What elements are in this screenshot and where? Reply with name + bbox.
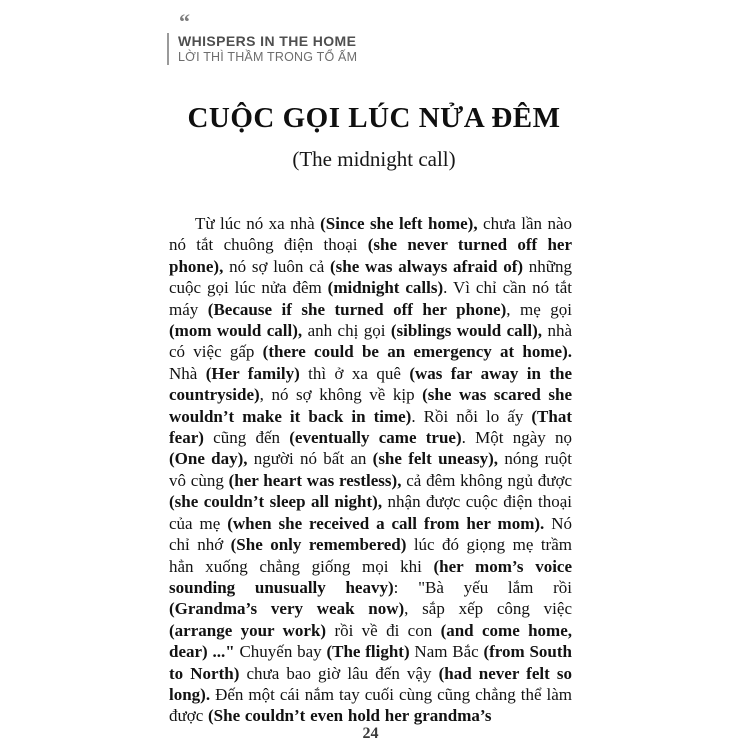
english-translation-segment: (Her family) xyxy=(205,363,300,383)
vietnamese-text-segment: anh chị gọi xyxy=(302,321,391,341)
running-header-row xyxy=(167,33,357,65)
vietnamese-text-segment: người nó bất an xyxy=(247,449,373,469)
vietnamese-text-segment: những cuộc gọi lúc nửa đêm xyxy=(169,256,572,298)
chapter-title-translation: (The midnight call) xyxy=(292,147,456,171)
vietnamese-text-segment: , mẹ gọi xyxy=(506,299,572,319)
vietnamese-text-segment: cả đêm không ngủ được xyxy=(401,470,572,490)
page-number: 24 xyxy=(362,725,379,742)
english-translation-segment: (midnight calls) xyxy=(327,278,444,298)
english-translation-segment: (when she received a call from her mom). xyxy=(227,513,545,533)
english-translation-segment: (Since she left home), xyxy=(320,214,478,233)
header-divider-bar xyxy=(167,33,169,65)
vietnamese-text-segment: , sắp xếp công việc xyxy=(404,599,572,619)
english-translation-segment: (and come home, dear) ..." xyxy=(169,620,572,662)
english-translation-segment: (had never felt so long). xyxy=(169,663,572,704)
english-translation-segment: (she never turned off her phone), xyxy=(169,235,572,276)
english-translation-segment: (she felt uneasy), xyxy=(372,449,499,469)
vietnamese-text-segment: nhận được cuộc điện thoại của mẹ xyxy=(169,492,572,533)
vietnamese-text-segment: . Vì chỉ cần nó tắt máy xyxy=(169,278,572,319)
vietnamese-text-segment: Chuyến bay xyxy=(234,642,327,662)
english-translation-segment: (her heart was restless), xyxy=(228,470,402,490)
vietnamese-text-segment: , nó sợ không về kịp xyxy=(259,385,423,405)
vietnamese-text-segment: nhà có việc gấp xyxy=(169,321,572,362)
vietnamese-text-segment: chưa bao giờ lâu đến vậy xyxy=(239,663,439,683)
vietnamese-text-segment: chưa lần nào nó tắt chuông điện thoại xyxy=(169,214,572,255)
vietnamese-text-segment: nó sợ luôn cả xyxy=(223,256,331,276)
english-translation-segment: (she couldn’t sleep all night), xyxy=(169,492,383,512)
english-translation-segment: (She couldn’t even hold her grandma’s xyxy=(208,706,492,725)
english-translation-segment: (her mom’s voice sounding unusually heavy) xyxy=(169,556,572,597)
english-translation-segment: (One day), xyxy=(169,449,248,469)
chapter-title: CUỘC GỌI LÚC NỬA ĐÊM xyxy=(187,102,561,134)
english-translation-segment: (was far away in the countryside) xyxy=(169,363,572,405)
vietnamese-text-segment: thì ở xa quê xyxy=(299,363,410,383)
english-translation-segment: (Grandma’s very weak now) xyxy=(169,599,405,619)
series-title-english: WHISPERS IN THE HOME xyxy=(178,33,357,49)
vietnamese-text-segment: cũng đến xyxy=(203,428,290,448)
english-translation-segment: (The flight) xyxy=(326,642,410,662)
series-titles xyxy=(178,33,357,65)
english-translation-segment: (siblings would call), xyxy=(390,321,543,341)
english-translation-segment: (mom would call), xyxy=(169,321,303,341)
english-translation-segment: (Because if she turned off her phone) xyxy=(207,299,507,319)
vietnamese-text-segment: Nhà xyxy=(169,363,206,383)
running-header xyxy=(167,9,358,65)
vietnamese-text-segment: nóng ruột vô cùng xyxy=(169,449,572,490)
story-paragraph xyxy=(169,213,572,725)
english-translation-segment: (she was scared she wouldn’t make it back in time) xyxy=(169,385,572,426)
quote-icon: “ xyxy=(179,9,188,34)
vietnamese-text-segment: . Một ngày nọ xyxy=(461,428,572,448)
vietnamese-text-segment: . Rồi nỗi lo ấy xyxy=(411,406,532,426)
english-translation-segment: (from South to North) xyxy=(169,642,572,683)
vietnamese-text-segment: Nam Bắc xyxy=(409,642,484,662)
vietnamese-text-segment: Nó chỉ nhớ xyxy=(169,513,572,555)
english-translation-segment: (there could be an emergency at home). xyxy=(262,342,572,362)
english-translation-segment: (That fear) xyxy=(169,406,572,448)
vietnamese-text-segment: Từ lúc nó xa nhà xyxy=(195,214,321,233)
vietnamese-text-segment: Đến một cái nắm tay cuối cùng cũng chẳng thể làm được xyxy=(169,684,572,725)
english-translation-segment: (She only remembered) xyxy=(230,535,407,555)
vietnamese-text-segment: rồi về đi con xyxy=(326,620,441,640)
series-title-vietnamese: LỜI THÌ THẦM TRONG TỔ ẤM xyxy=(178,50,358,64)
english-translation-segment: (eventually came true) xyxy=(289,428,462,448)
vietnamese-text-segment: lúc đó giọng mẹ trầm hẳn xuống chẳng giống mọi khi xyxy=(169,535,572,576)
english-translation-segment: (she was always afraid of) xyxy=(330,256,524,276)
vietnamese-text-segment: : "Bà yếu lắm rồi xyxy=(393,577,572,597)
english-translation-segment: (arrange your work) xyxy=(169,620,327,640)
